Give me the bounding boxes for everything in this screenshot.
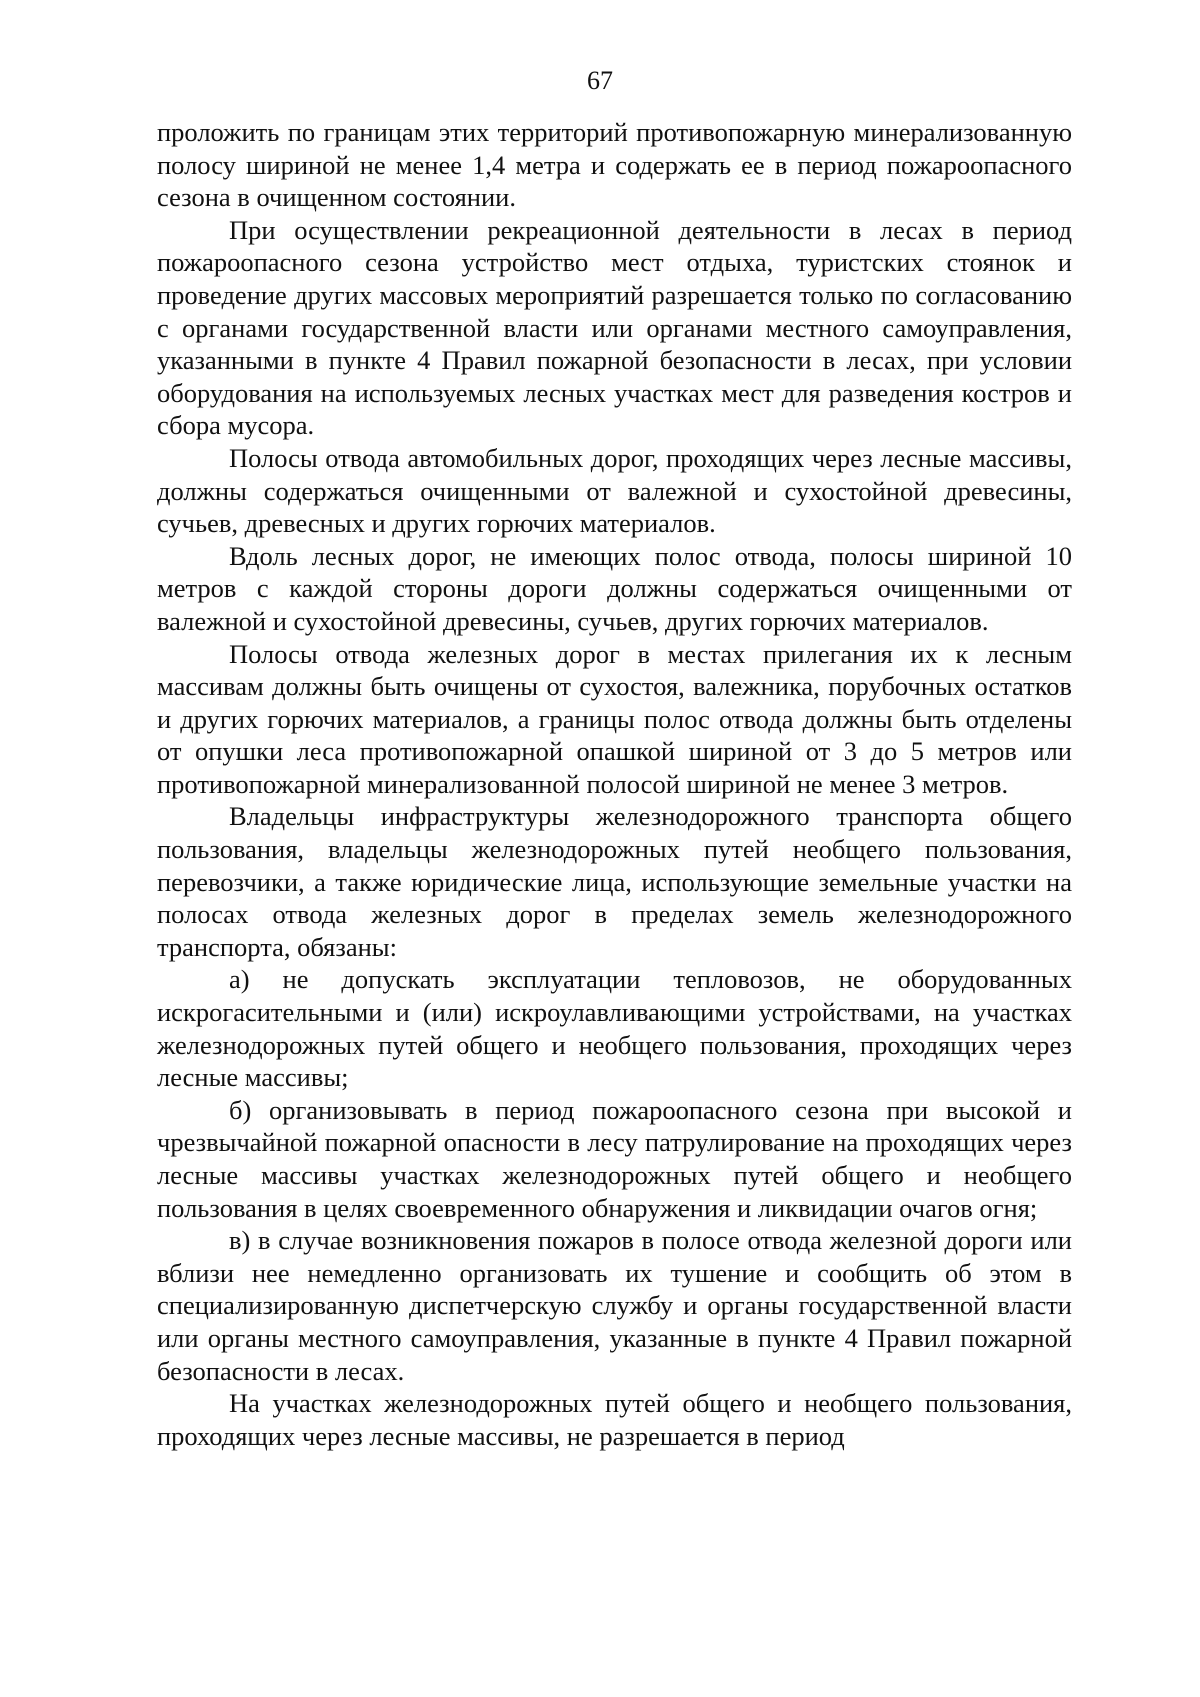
- paragraph-road-strips: Полосы отвода автомобильных дорог, проходящих через лесные массивы, должны содержаться очищенными от валежной и сухостойной древесины, сучьев, древесных и других горючих материалов.: [157, 442, 1072, 539]
- page-number: 67: [587, 66, 613, 95]
- document-body: [157, 116, 1072, 1452]
- paragraph-railway-owners: Владельцы инфраструктуры железнодорожного транспорта общего пользования, владельцы железнодорожных путей необщего пользования, перевозчики, а также юридические лица, использующие земельные участки на полосах отвода железных дорог в пределах земель железнодорожного транспорта, обязаны:: [157, 801, 1072, 962]
- paragraph-forest-roads: Вдоль лесных дорог, не имеющих полос отвода, полосы шириной 10 метров с каждой стороны дороги должны содержаться очищенными от валежной и сухостойной древесины, сучьев, других горючих материалов.: [157, 540, 1072, 636]
- paragraph-railway-strips: Полосы отвода железных дорог в местах прилегания их к лесным массивам должны быть очищены от сухостоя, валежника, порубочных остатков и других горючих материалов, а границы полос отвода должны быть отделены от опушки леса противопожарной опашкой шириной от 3 до 5 метров или противопожарной минерализованной полосой шириной не менее 3 метров.: [157, 638, 1072, 799]
- paragraph-continuation: проложить по границам этих территорий противопожарную минерализованную полосу шириной не менее 1,4 метра и содержать ее в период пожароопасного сезона в очищенном состоянии.: [157, 117, 1072, 213]
- paragraph-recreation: При осуществлении рекреационной деятельности в лесах в период пожароопасного сезона устройство мест отдыха, туристских стоянок и проведение других массовых мероприятий разрешается только по согласованию с органами государственной власти или органами местного самоуправления, указанными в пункте 4 Правил пожарной безопасности в лесах, при условии оборудования на используемых лесных участках мест для разведения костров и сбора мусора.: [157, 214, 1072, 441]
- list-item-a: а) не допускать эксплуатации тепловозов, не оборудованных искрогасительными и (или) искроулавливающими устройствами, на участках железнодорожных путей общего и необщего пользования, проходящих через лесные массивы;: [157, 964, 1072, 1093]
- paragraph-railway-prohibition: На участках железнодорожных путей общего и необщего пользования, проходящих через лесные массивы, не разрешается в период: [157, 1388, 1072, 1451]
- list-item-c: в) в случае возникновения пожаров в полосе отвода железной дороги или вблизи нее немедленно организовать их тушение и сообщить об этом в специализированную диспетчерскую службу и органы государственной власти или органы местного самоуправления, указанные в пункте 4 Правил пожарной безопасности в лесах.: [157, 1225, 1072, 1386]
- list-item-b: б) организовывать в период пожароопасного сезона при высокой и чрезвычайной пожарной опасности в лесу патрулирование на проходящих через лесные массивы участках железнодорожных путей общего и необщего пользования в целях своевременного обнаружения и ликвидации очагов огня;: [157, 1094, 1072, 1223]
